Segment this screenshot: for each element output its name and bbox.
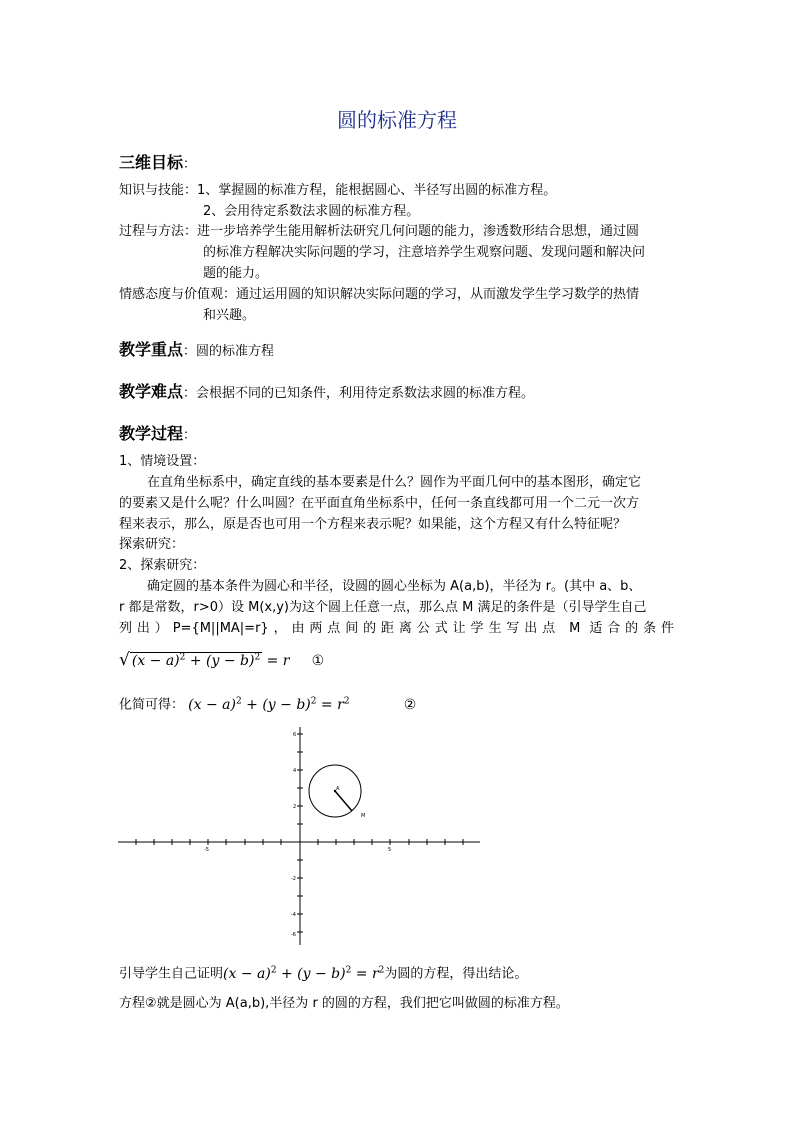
emotion-line-2: 和兴趣。 [203, 308, 256, 323]
proof-row: 引导学生自己证明$(x - a)^2 + (y - b)^2 = r^2$为圆的方程，得出结论。 [119, 965, 528, 982]
s1-paragraph-line-3: 程来表示，那么，原是否也可用一个方程来表示呢？如果能，这个方程又有什么特征呢？ [119, 517, 627, 532]
document-title: 圆的标准方程 [337, 108, 457, 132]
s1-paragraph-line-1: 在直角坐标系中，确定直线的基本要素是什么？圆作为平面几何中的基本图形，确定它 [147, 475, 642, 490]
simplify-label: 化简可得： [119, 697, 185, 713]
knowledge-line-1: 知识与技能：1、掌握圆的标准方程，能根据圆心、半径写出圆的标准方程。 [119, 183, 557, 198]
radius-segment [335, 791, 352, 811]
process-line-2: 的标准方程解决实际问题的学习，注意培养学生观察问题、发现问题和解决问 [203, 245, 646, 260]
svg-text:-5: -5 [204, 847, 209, 853]
svg-text:-6: -6 [291, 932, 296, 938]
knowledge-label: 知识与技能： [119, 183, 198, 198]
equation-2-row [119, 691, 416, 716]
equation-1-mark: ① [311, 652, 325, 669]
svg-text:5: 5 [388, 847, 392, 853]
s2-paragraph-line-3: 列出）P={M||MA|=r}，由两点间的距离公式让学生写出点 M 适合的条件 [119, 621, 674, 636]
conclusion-line: 方程②就是圆心为 A(a,b),半径为 r 的圆的方程，我们把它叫做圆的标准方程。 [119, 996, 569, 1011]
svg-text:-2: -2 [291, 876, 296, 882]
svg-text:4: 4 [293, 768, 297, 774]
knowledge-line-2: 2、会用待定系数法求圆的标准方程。 [203, 204, 420, 219]
emotion-line-1: 情感态度与价值观：通过运用圆的知识解决实际问题的学习，从而激发学生学习数学的热情 [119, 287, 640, 302]
equation-1-row [119, 647, 324, 672]
section-2-title: 2、探索研究： [119, 558, 206, 573]
process-line-1: 过程与方法：进一步培养学生能用解析法研究几何问题的能力，渗透数形结合思想，通过圆 [119, 224, 640, 239]
equation-3: $(x - a)^2 + (y - b)^2 = r^2$ [223, 965, 385, 982]
key-point-section: 教学重点：圆的标准方程 [119, 340, 275, 359]
s2-paragraph-line-1: 确定圆的基本条件为圆心和半径，设圆的圆心坐标为 A(a,b)，半径为 r。(其中 a、b、 [147, 579, 642, 594]
s1-paragraph-line-4: 探索研究： [119, 537, 185, 552]
circle-coordinate-figure [118, 725, 488, 947]
svg-text:-4: -4 [291, 912, 296, 918]
goals-heading: 三维目标： [119, 153, 197, 172]
tick-labels [204, 732, 391, 938]
difficulty-section: 教学难点：会根据不同的已知条件，利用待定系数法求圆的标准方程。 [119, 382, 535, 401]
section-1-title: 1、情境设置： [119, 454, 206, 469]
equation-2: $(x - a)^2 + (y - b)^2 = r^2$ [188, 696, 350, 713]
s1-paragraph-line-2: 的要素又是什么呢？什么叫圆？在平面直角坐标系中，任何一条直线都可用一个二元一次方 [119, 496, 640, 511]
point-label: M [361, 813, 366, 819]
center-label: A [336, 786, 340, 792]
svg-text:2: 2 [293, 804, 297, 810]
s2-paragraph-line-2: r 都是常数，r>0）设 M(x,y)为这个圆上任意一点，那么点 M 满足的条件是（引导学生自己 [119, 600, 647, 615]
equation-2-mark: ② [403, 696, 417, 713]
equation-1: √ $(x - a)^2 + (y - b)^2 = r$ [119, 649, 290, 670]
svg-text:6: 6 [293, 732, 297, 738]
process-heading: 教学过程： [119, 424, 197, 443]
process-label: 过程与方法： [119, 224, 198, 239]
emotion-label: 情感态度与价值观： [119, 287, 237, 302]
process-line-3: 题的能力。 [203, 266, 269, 281]
